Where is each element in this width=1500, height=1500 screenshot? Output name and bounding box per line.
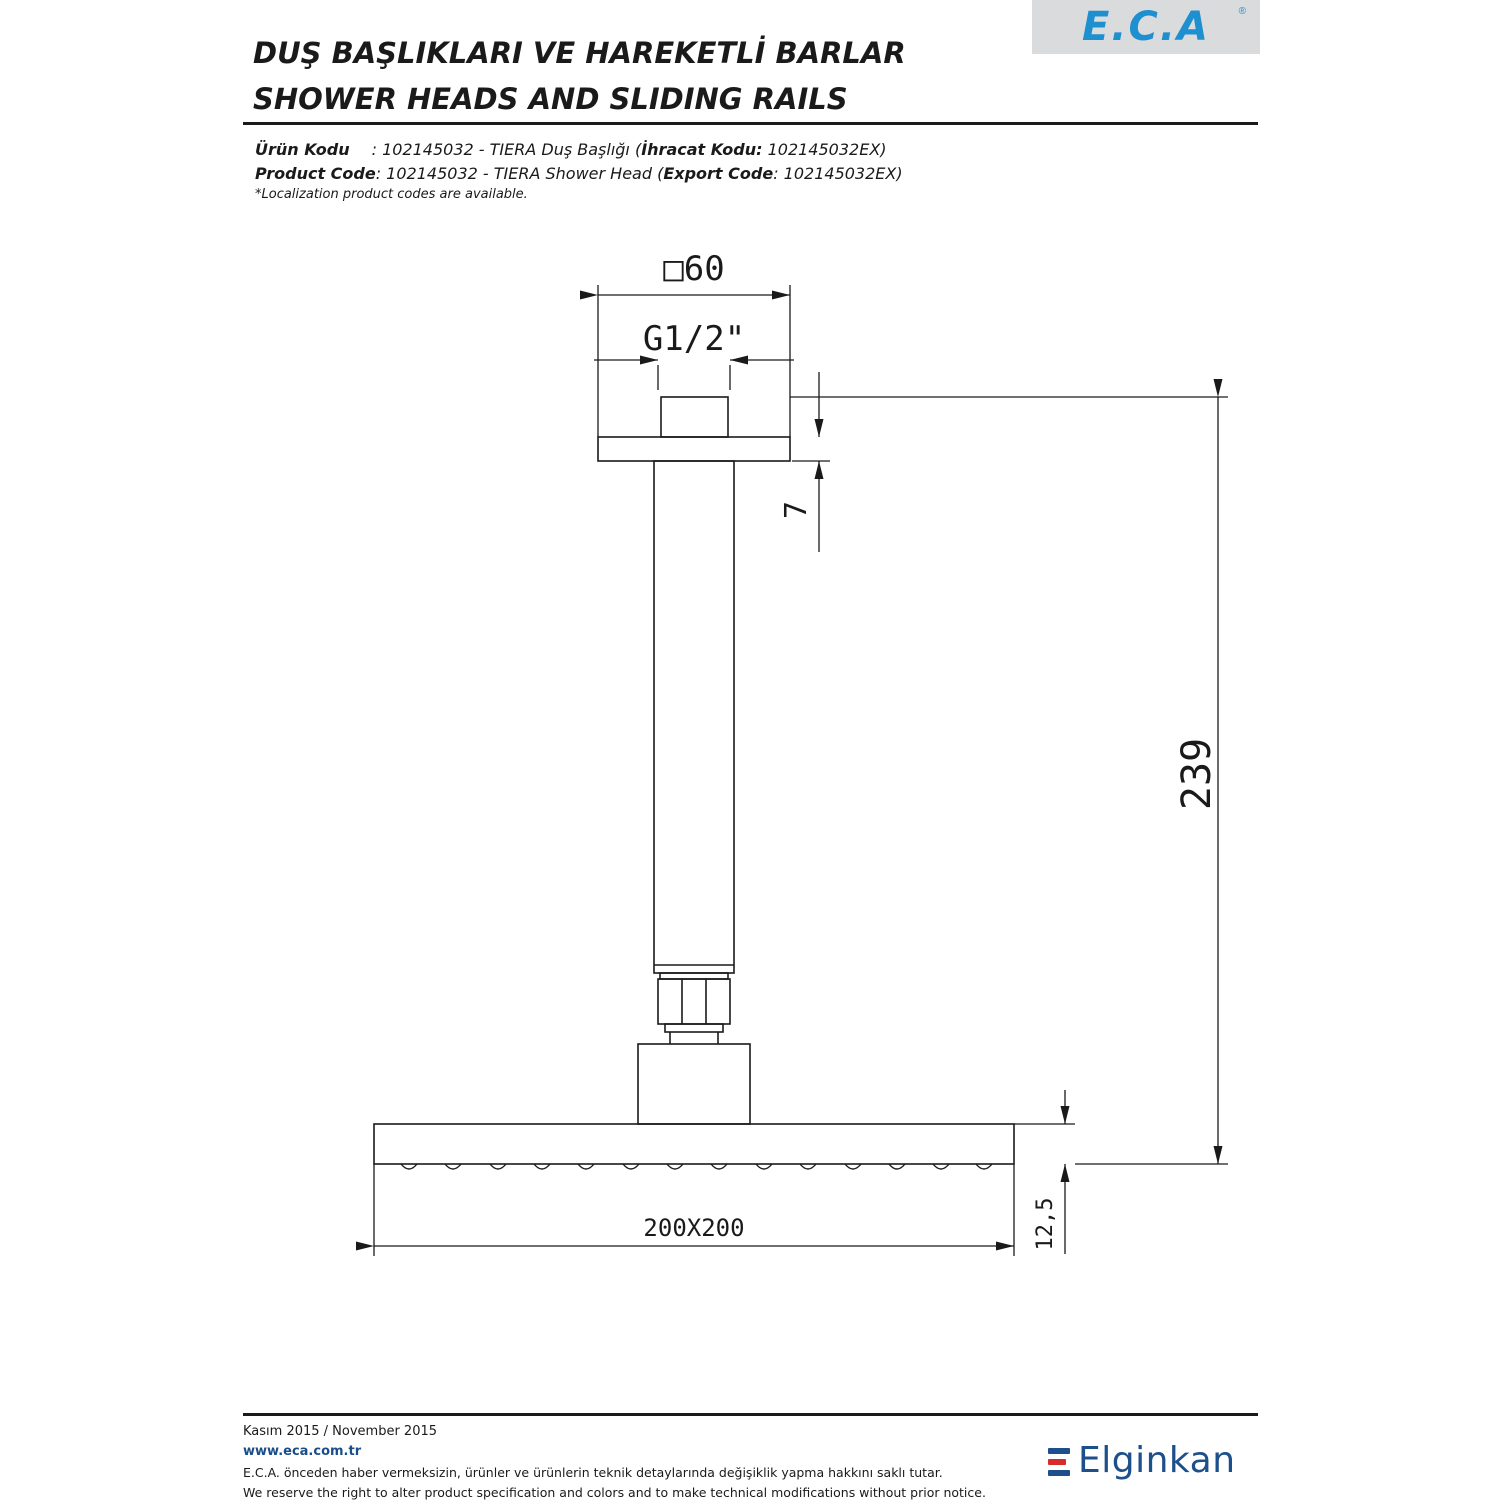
dim-head-thickness-label: 12,5 xyxy=(1033,1197,1058,1251)
joint-block xyxy=(638,1044,750,1124)
dimension-lines xyxy=(374,285,1228,1256)
shower-plate xyxy=(374,1124,1014,1164)
dimension-labels xyxy=(643,249,1220,1250)
shower-head-outline xyxy=(374,397,1014,1164)
dim-flange-thickness-label: 7 xyxy=(779,500,814,520)
thread-connector xyxy=(661,397,728,437)
footer-divider xyxy=(243,1413,1258,1416)
dim-thread-label: G1/2" xyxy=(642,319,746,359)
localization-note: *Localization product codes are available. xyxy=(255,187,528,202)
footer-notice-en: We reserve the right to alter product specification and colors and to make technical modifications without prior notice. xyxy=(243,1485,986,1500)
shower-arm xyxy=(654,461,734,973)
footer-date: Kasım 2015 / November 2015 xyxy=(243,1424,438,1439)
elginkan-wordmark: Elginkan xyxy=(1078,1440,1236,1481)
product-code-tr-label: Ürün Kodu xyxy=(255,140,350,159)
export-code-en-value: : 102145032EX) xyxy=(773,164,903,183)
export-code-tr-value: 102145032EX) xyxy=(762,140,887,159)
ceiling-flange xyxy=(598,437,790,461)
dim-total-height-label: 239 xyxy=(1174,737,1220,811)
footer-notice-tr: E.C.A. önceden haber vermeksizin, ürünler ve ürünlerin teknik detaylarında değişiklik yapma hakkını saklı tutar. xyxy=(243,1465,943,1480)
title-turkish: DUŞ BAŞLIKLARI VE HAREKETLİ BARLAR xyxy=(253,36,906,70)
product-code-tr-value: : 102145032 - TIERA Duş Başlığı ( xyxy=(371,140,642,159)
elginkan-logo xyxy=(1048,1440,1260,1490)
eca-logo-text: E.C.A xyxy=(1081,4,1211,50)
export-code-tr-label: İhracat Kodu: xyxy=(641,140,763,159)
dim-head-size-label: 200X200 xyxy=(643,1214,745,1242)
title-english: SHOWER HEADS AND SLIDING RAILS xyxy=(253,82,848,116)
registered-mark: ® xyxy=(1238,6,1246,17)
elginkan-mark-icon xyxy=(1048,1448,1074,1482)
swivel-nut xyxy=(658,979,730,1024)
product-code-en-label: Product Code xyxy=(255,164,376,183)
footer-website-link[interactable]: www.eca.com.tr xyxy=(243,1444,362,1459)
dim-flange-label: □60 xyxy=(663,249,725,289)
export-code-en-label: Export Code xyxy=(663,164,774,183)
product-code-en-value: : 102145032 - TIERA Shower Head ( xyxy=(375,164,664,183)
